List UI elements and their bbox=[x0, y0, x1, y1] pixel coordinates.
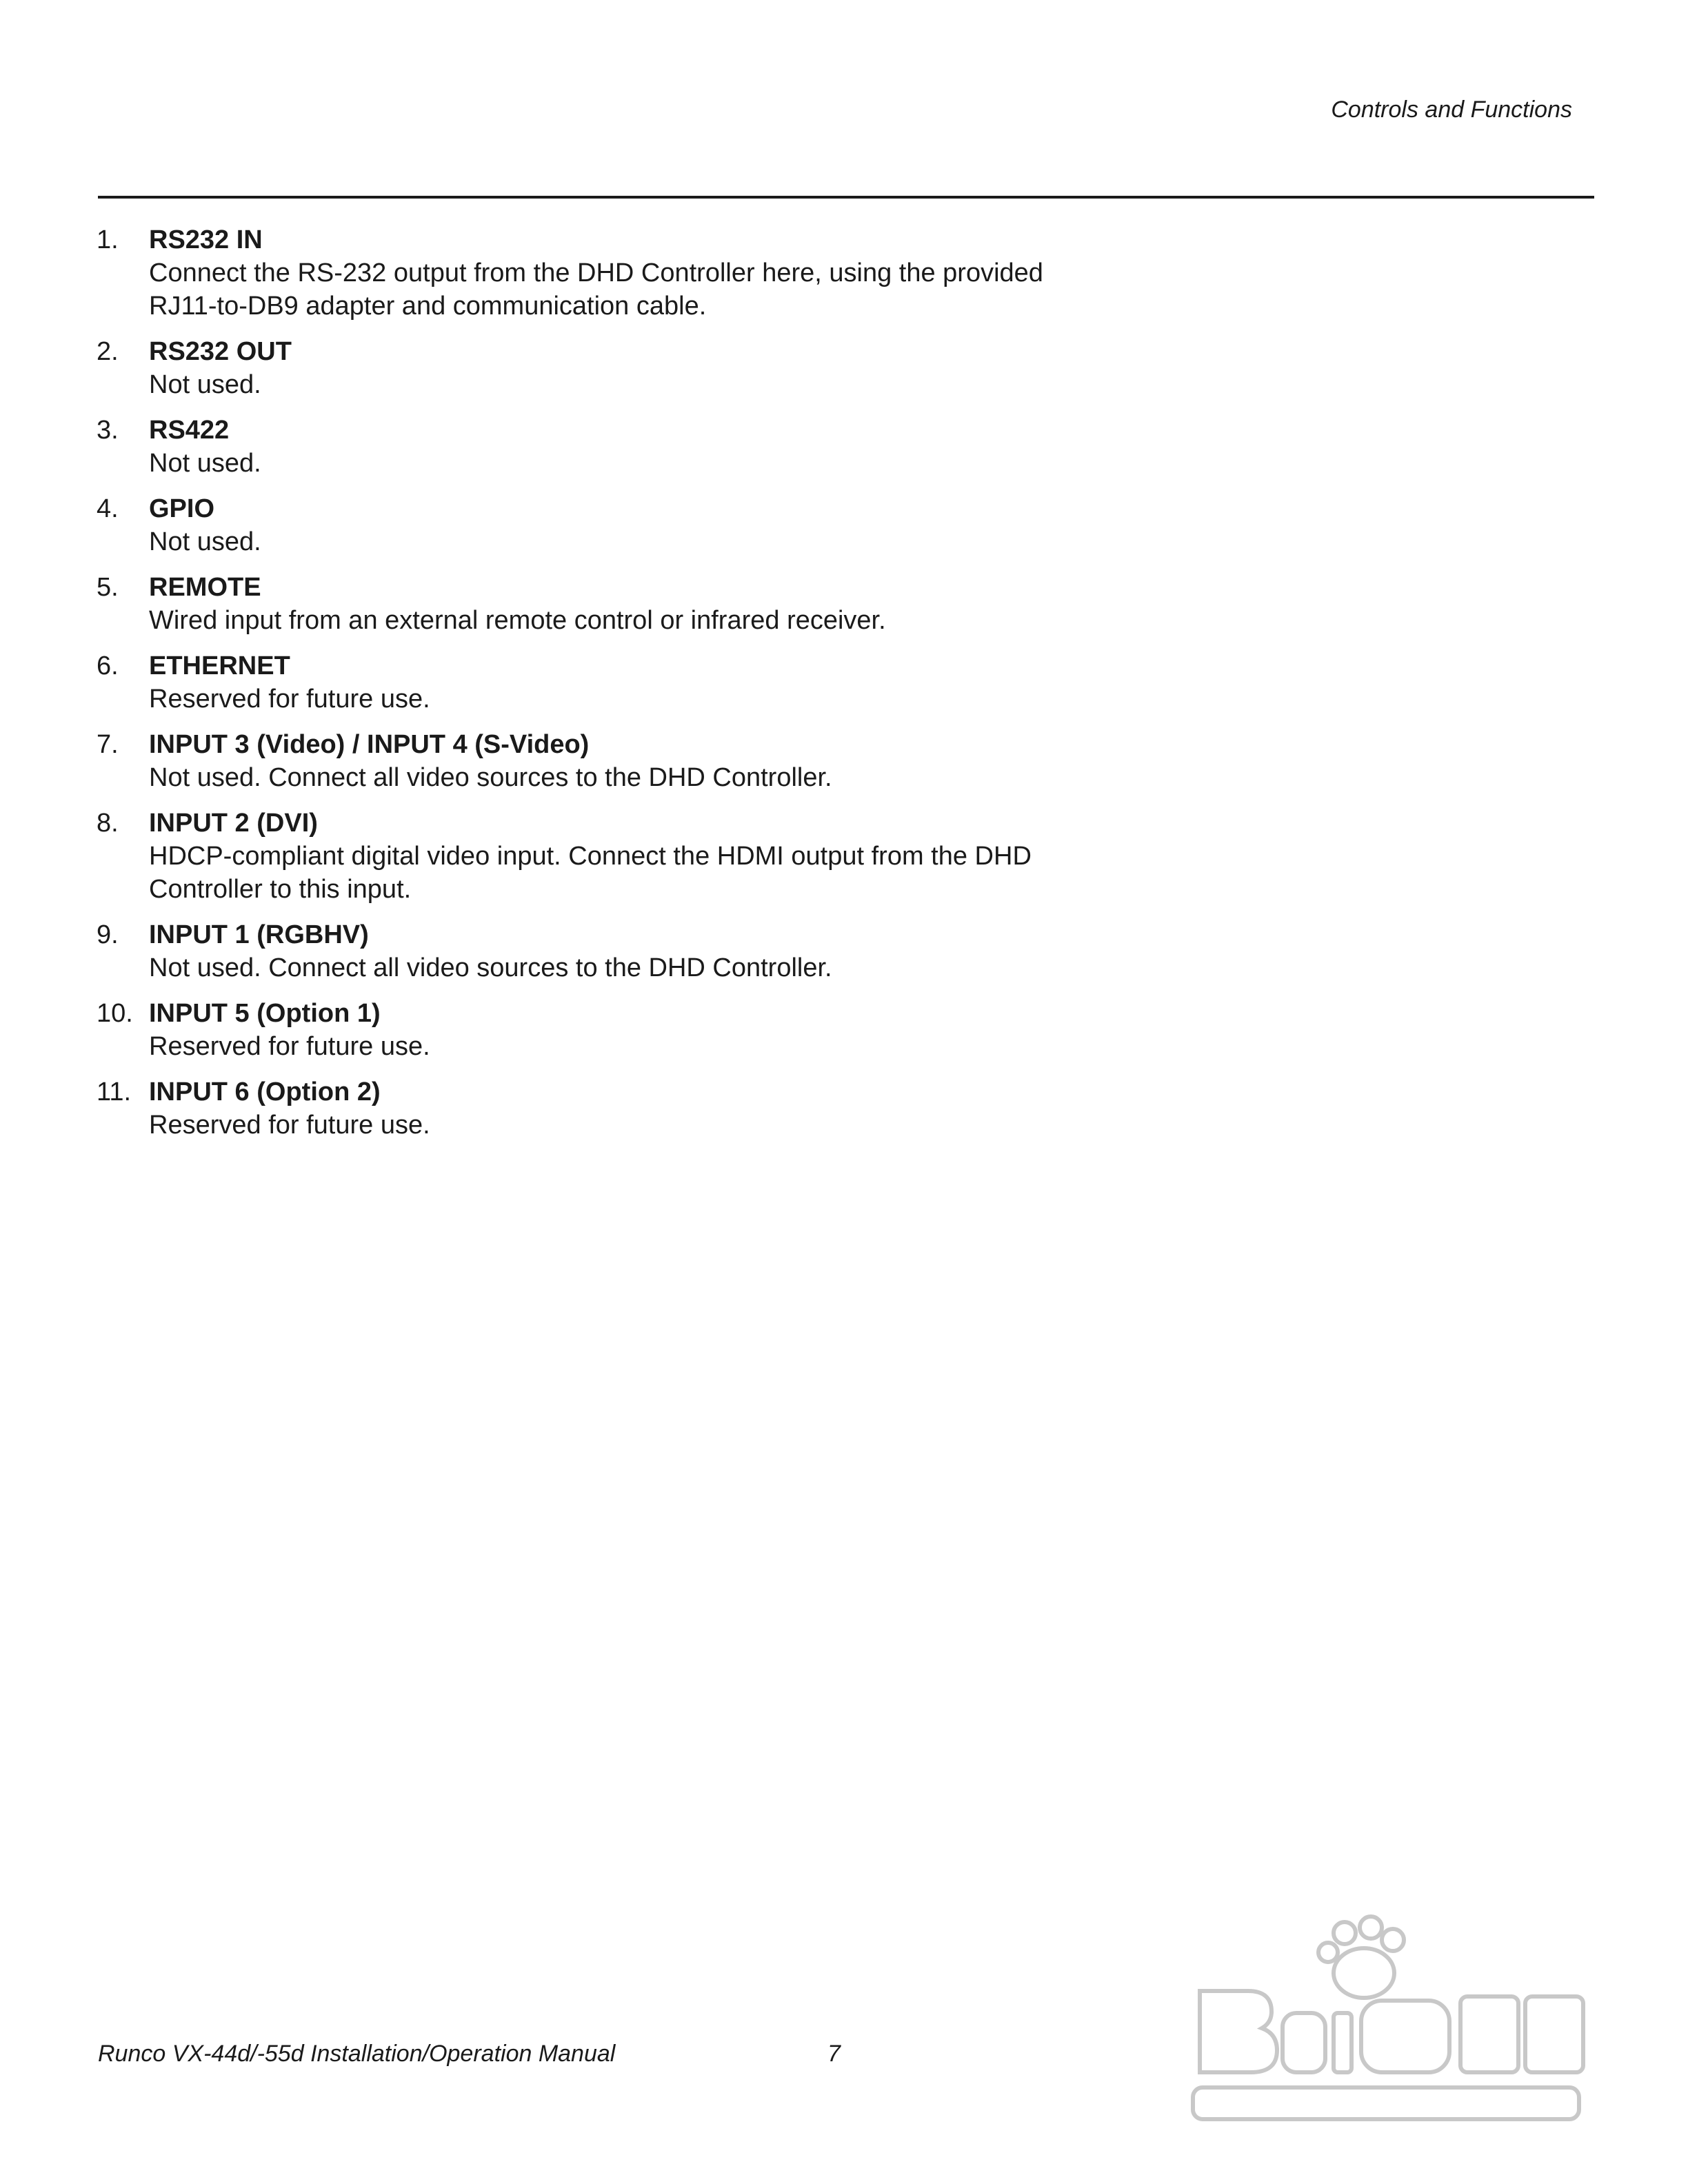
item-title: INPUT 6 (Option 2) bbox=[149, 1078, 381, 1106]
list-item bbox=[97, 728, 1131, 794]
controls-list bbox=[97, 223, 1131, 1154]
item-description: Connect the RS-232 output from the DHD Controller here, using the provided bbox=[149, 259, 1043, 287]
item-number: 11. bbox=[97, 1078, 132, 1106]
item-number: 1. bbox=[97, 225, 119, 254]
list-item bbox=[97, 918, 1131, 984]
item-title: GPIO bbox=[149, 494, 215, 523]
footer-page-number: 7 bbox=[827, 2041, 841, 2067]
item-number: 9. bbox=[97, 920, 119, 949]
item-title: ETHERNET bbox=[149, 651, 290, 680]
item-title: INPUT 2 (DVI) bbox=[149, 809, 318, 838]
item-title: INPUT 5 (Option 1) bbox=[149, 999, 381, 1028]
item-title: INPUT 1 (RGBHV) bbox=[149, 920, 369, 949]
item-description: Not used. bbox=[149, 370, 261, 399]
item-description: Controller to this input. bbox=[149, 875, 412, 904]
header-rule bbox=[98, 196, 1594, 199]
item-description: Not used. Connect all video sources to the DHD Controller. bbox=[149, 953, 832, 982]
item-description: Not used. Connect all video sources to the DHD Controller. bbox=[149, 763, 832, 792]
item-number: 4. bbox=[97, 494, 119, 523]
item-number: 5. bbox=[97, 573, 119, 602]
item-number: 10. bbox=[97, 999, 133, 1028]
list-item bbox=[97, 492, 1131, 558]
item-number: 2. bbox=[97, 337, 119, 366]
item-description: Reserved for future use. bbox=[149, 1032, 430, 1061]
list-item bbox=[97, 414, 1131, 480]
item-number: 7. bbox=[97, 730, 119, 759]
item-title: RS232 OUT bbox=[149, 337, 292, 366]
item-title: RS422 bbox=[149, 416, 230, 445]
item-number: 3. bbox=[97, 416, 119, 445]
item-number: 8. bbox=[97, 809, 119, 838]
running-header: Controls and Functions bbox=[1331, 97, 1572, 123]
item-description: RJ11-to-DB9 adapter and communication cable. bbox=[149, 292, 707, 321]
list-item bbox=[97, 997, 1131, 1063]
item-description: Reserved for future use. bbox=[149, 1111, 430, 1140]
item-description: Wired input from an external remote control or infrared receiver. bbox=[149, 606, 886, 635]
item-description: HDCP-compliant digital video input. Connect the HDMI output from the DHD bbox=[149, 842, 1032, 871]
list-item bbox=[97, 223, 1131, 323]
baidu-watermark-logo bbox=[1186, 1910, 1600, 2123]
list-item bbox=[97, 335, 1131, 401]
item-description: Reserved for future use. bbox=[149, 685, 430, 714]
item-title: REMOTE bbox=[149, 573, 261, 602]
footer-manual-title: Runco VX-44d/-55d Installation/Operation Manual bbox=[98, 2041, 616, 2067]
list-item bbox=[97, 571, 1131, 637]
list-item bbox=[97, 1075, 1131, 1142]
item-description: Not used. bbox=[149, 449, 261, 478]
item-title: INPUT 3 (Video) / INPUT 4 (S-Video) bbox=[149, 730, 590, 759]
list-item bbox=[97, 649, 1131, 716]
item-title: RS232 IN bbox=[149, 225, 263, 254]
item-description: Not used. bbox=[149, 527, 261, 556]
item-number: 6. bbox=[97, 651, 119, 680]
list-item bbox=[97, 807, 1131, 906]
